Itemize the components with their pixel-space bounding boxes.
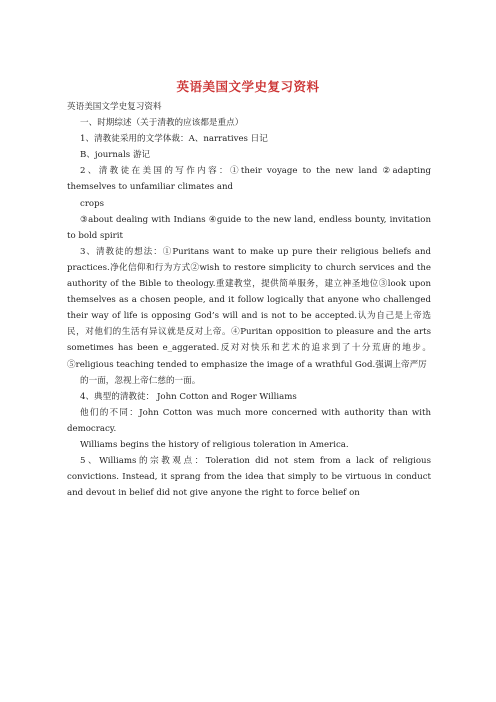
- paragraph-item-3: 3、清教徒的想法：①Puritans want to make up pure their religious beliefs and practices.净化信仰和行为方式②wish to restore simplicity to church services and the authority of the Bible to theology.重建教堂，提供简单服务，建立神圣地位③look upon themselves as a chosen people, and it follow logically that anyone who challenged their way of life is opposing God’s will and is not to be accepted.认为自己是上帝选民，对他们的生活有异议就是反对上帝。④Puritan opposition to pleasure and the arts sometimes has been e_aggerated.反对对快乐和艺术的追求到了十分荒唐的地步。⑤religious teaching tended to emphasize the image of a wrathful God.强调上帝严厉: [67, 246, 431, 370]
- paragraph-subtitle: 英语美国文学史复习资料: [67, 102, 162, 112]
- document-body: [67, 99, 431, 501]
- paragraph-item-5: 5、Williams的宗教观点：Toleration did not stem from a lack of religious convictions. Instead, it sprang from the idea that simply to be virtuous in conduct and devout in belief did not give anyone the right to force belief on: [67, 456, 431, 499]
- paragraph-item-2-crops: crops: [80, 198, 105, 209]
- paragraph-item-4: 4、典型的清教徒： John Cotton and Roger Williams: [80, 391, 297, 402]
- paragraph-item-1b: B、journals 游记: [80, 150, 151, 161]
- paragraph-section-heading: 一、时期综述（关于清教的应该都是重点）: [80, 118, 244, 129]
- paragraph-item-3-continued: 的一面，忽视上帝仁慈的一面。: [80, 375, 201, 386]
- paragraph-item-2: 2、清教徒在美国的写作内容：①their voyage to the new land ②adapting themselves to unfamiliar climates and: [67, 166, 431, 193]
- paragraph-item-2-continued: ③about dealing with Indians ④guide to the new land, endless bounty, invitation to bold spirit: [67, 214, 431, 241]
- document-title: 英语美国文学史复习资料: [176, 79, 320, 94]
- paragraph-item-4-williams: Williams begins the history of religious toleration in America.: [80, 439, 349, 450]
- paragraph-item-1a: 1、清教徒采用的文学体裁：A、narratives 日记: [80, 134, 268, 145]
- paragraph-item-4-difference: 他们的不同：John Cotton was much more concerned with authority than with democracy.: [67, 407, 431, 434]
